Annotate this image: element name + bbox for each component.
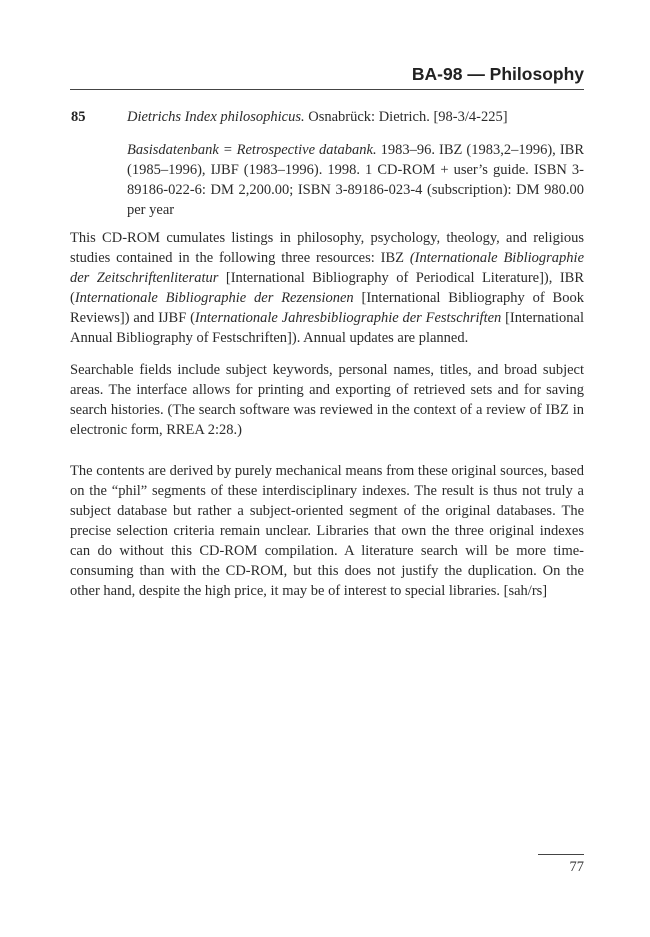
p1-text-3: [International Bibliography of Book Reviews]) and IJBF ( xyxy=(70,290,584,326)
entry-details-text: 1983–96. IBZ (1983,2–1996), IBR (1985–1996), IJBF (1983–1996). 1998. 1 CD-ROM + user’s guide. ISBN 3-89186-022-6: DM 2,200.00; ISBN 3-89186-023-4 (subscription): DM 980.00 per year xyxy=(127,142,584,218)
review-paragraph-1 xyxy=(70,228,584,348)
entry-subtitle: Basisdatenbank = Retrospective databank. xyxy=(127,142,377,158)
footer-rule xyxy=(538,854,584,855)
entry-citation xyxy=(127,109,584,126)
p1-text-1: This CD-ROM cumulates listings in philosophy, psychology, theology, and religious studies contained in the following three resources: IBZ xyxy=(70,230,584,266)
entry-number: 85 xyxy=(71,109,86,125)
p1-italic-3: Internationale Jahresbibliographie der Festschriften xyxy=(194,310,502,326)
entry-details xyxy=(127,140,584,220)
page-number: 77 xyxy=(569,859,584,875)
p1-text-4: [International Annual Bibliography of Festschriften]). Annual updates are planned. xyxy=(70,310,584,346)
entry-title: Dietrichs Index philosophicus. xyxy=(127,109,305,125)
p1-text-2: [International Bibliography of Periodical Literature]), IBR ( xyxy=(70,270,585,306)
review-paragraph-3: The contents are derived by purely mechanical means from these original sources, based on the “phil” segments of these interdisciplinary indexes. The result is thus not truly a subject database but rather a subject-oriented segment of the original databases. The precise selection criteria remain unclear. Libraries that own the three original indexes can do without this CD-ROM compilation. A literature search will be more time-consuming than with the CD-ROM, but this does not justify the duplication. On the other hand, despite the high price, it may be of interest to special libraries. [sah/rs] xyxy=(70,463,584,599)
header-rule xyxy=(70,89,584,90)
running-head-title: BA-98 — Philosophy xyxy=(411,64,584,84)
review-paragraph-2: Searchable fields include subject keywords, personal names, titles, and broad subject areas. The interface allows for printing and exporting of retrieved sets and for saving search histories. (The search software was reviewed in the context of a review of IBZ in electronic form, RREA 2:28.) xyxy=(70,362,584,438)
entry-publication: Osnabrück: Dietrich. [98-3/4-225] xyxy=(304,109,508,125)
p1-italic-1: (Internationale Bibliographie der Zeitschriftenliteratur xyxy=(70,250,584,286)
p1-italic-2: Internationale Bibliographie der Rezensionen xyxy=(74,290,354,306)
